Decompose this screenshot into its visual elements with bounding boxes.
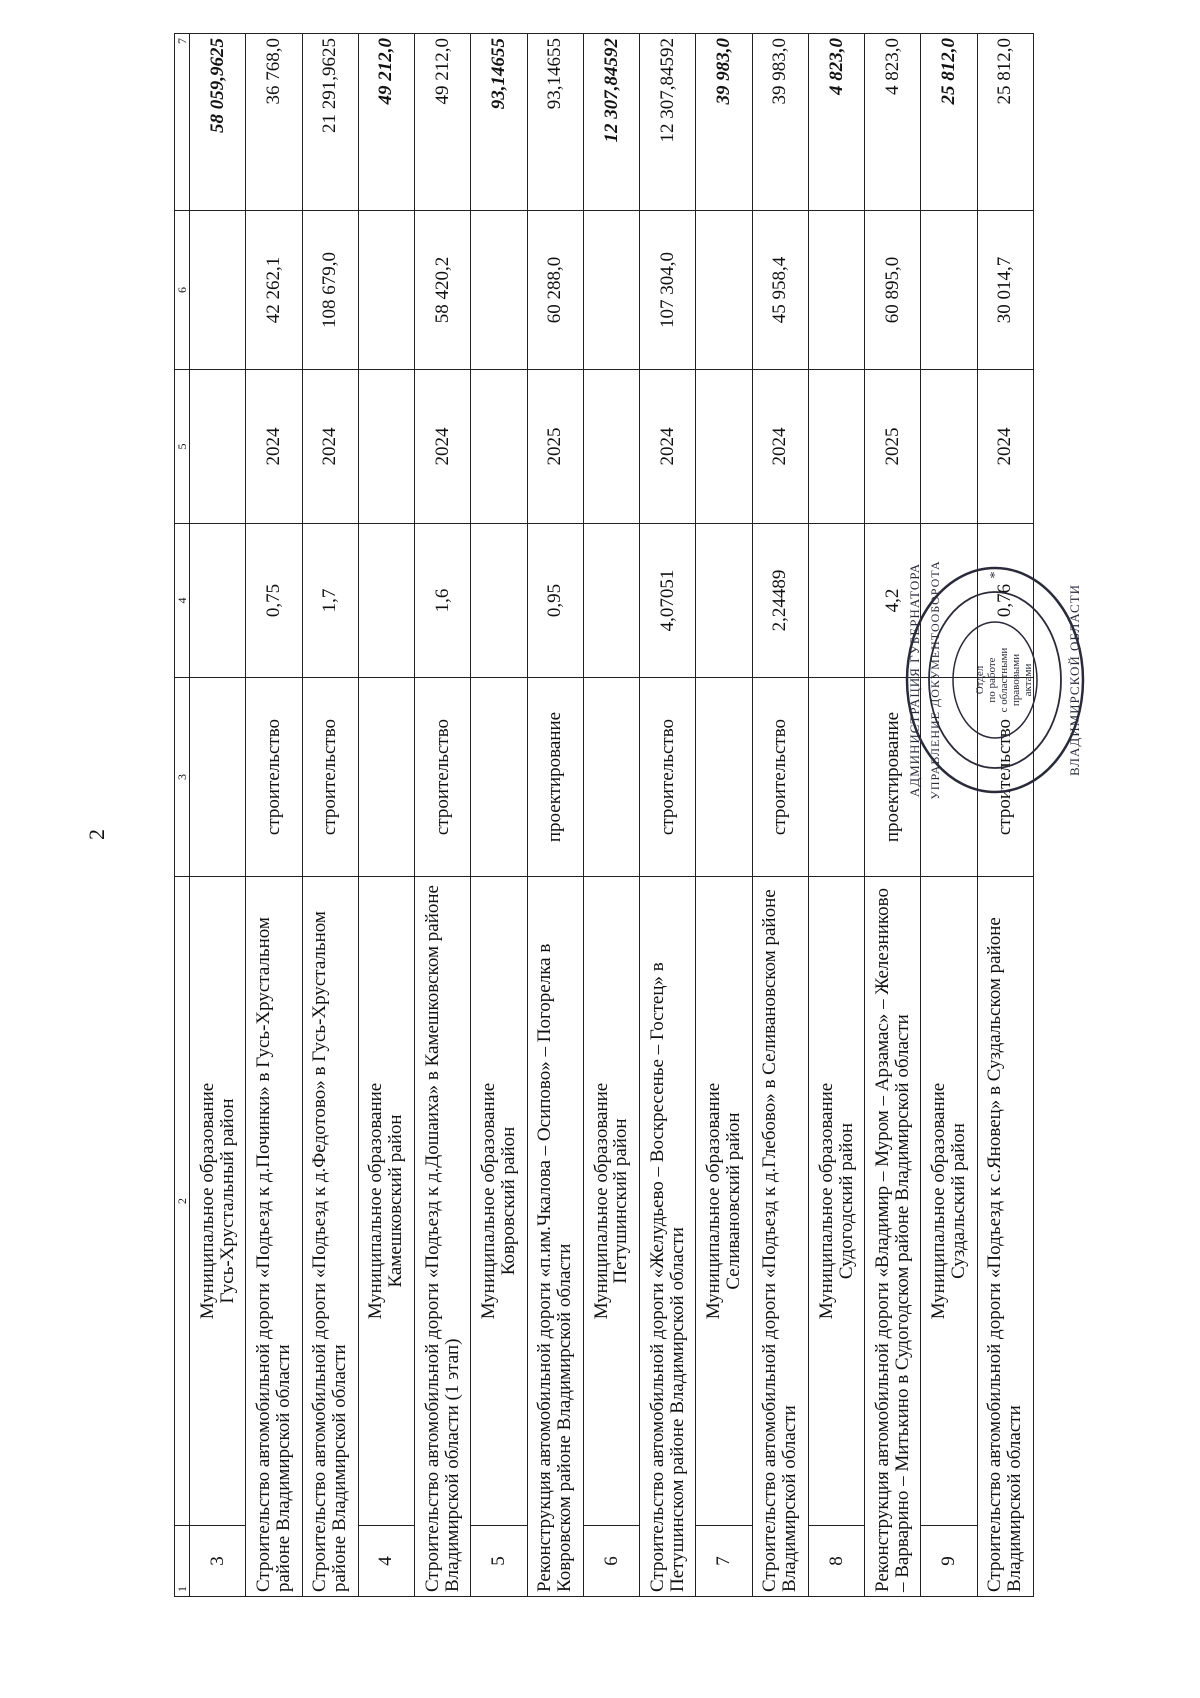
road-description: Строительство автомобильной дороги «Подъезд к д.Глебово» в Селивановском районе Владимирской области [752,877,808,1597]
page-number: 2 [84,829,109,840]
empty-cell [471,524,527,678]
empty-cell [190,370,246,524]
estimated-cost: 108 679,0 [302,211,358,370]
svg-text:АДМИНИСТРАЦИЯ ГУБЕРНАТОРА: АДМИНИСТРАЦИЯ ГУБЕРНАТОРА [907,562,922,798]
allocated-amount: 36 768,0 [246,34,302,211]
empty-cell [358,370,414,524]
municipality-name-line: Муниципальное образование [703,1082,725,1320]
road-description: Строительство автомобильной дороги «Подъезд к д.Починки» в Гусь-Хрустальном районе Владимирской области [246,877,302,1597]
completion-year: 2024 [415,370,471,524]
road-description: Строительство автомобильной дороги «Подъезд к с.Яновец» в Суздальском районе Владимирской области [977,877,1033,1597]
table-row [640,34,696,1597]
row-number: 3 [190,1526,246,1597]
allocated-amount: 21 291,9625 [302,34,358,211]
municipality-row [921,34,977,1597]
allocated-amount: 39 983,0 [752,34,808,211]
municipality-row [583,34,639,1597]
estimated-cost: 42 262,1 [246,211,302,370]
allocated-amount: 93,14655 [527,34,583,211]
allocated-amount: 25 812,0 [977,34,1033,211]
empty-cell [583,370,639,524]
table-row [865,34,921,1597]
completion-year: 2025 [527,370,583,524]
empty-cell [471,211,527,370]
empty-cell [696,524,752,678]
column-header: 1 [175,1526,190,1597]
road-description: Строительство автомобильной дороги «Подъезд к д.Дошаиха» в Камешковском районе Владимирской области (1 этап) [415,877,471,1597]
municipality-total: 25 812,0 [921,34,977,211]
empty-cell [696,678,752,877]
road-description: Реконструкция автомобильной дороги «Владимир – Муром – Арзамас» – Железниково – Варварино – Митькино в Судогодском районе Владимирской области [865,877,921,1597]
work-type: строительство [302,678,358,877]
empty-cell [808,370,864,524]
work-type: строительство [977,678,1033,877]
estimated-cost: 30 014,7 [977,211,1033,370]
municipality-name-line: Муниципальное образование [928,1082,950,1320]
municipality-name-line: Муниципальное образование [478,1082,500,1320]
road-length: 4,2 [865,524,921,678]
empty-cell [358,211,414,370]
municipality-name-line: Суздальский район [948,1123,970,1279]
empty-cell [808,678,864,877]
svg-text:ВЛАДИМИРСКОЙ ОБЛАСТИ: ВЛАДИМИРСКОЙ ОБЛАСТИ [1067,583,1082,777]
row-number: 6 [583,1526,639,1597]
empty-cell [471,678,527,877]
municipality-name-line: Камешковский район [385,1114,407,1288]
column-header: 5 [175,370,190,524]
completion-year: 2025 [865,370,921,524]
empty-cell [696,211,752,370]
row-number: 7 [696,1526,752,1597]
empty-cell [190,524,246,678]
estimated-cost: 58 420,2 [415,211,471,370]
completion-year: 2024 [246,370,302,524]
municipality-name-line: Муниципальное образование [815,1082,837,1320]
table-body [190,34,1034,1597]
estimated-cost: 45 958,4 [752,211,808,370]
municipality-name [583,877,639,1526]
municipality-name-line: Петушинский район [610,1118,632,1284]
svg-text:с областными: с областными [998,647,1010,713]
municipality-total: 12 307,84592 [583,34,639,211]
svg-text:правовыми: правовыми [1010,653,1022,707]
svg-text:Отдел: Отдел [974,665,986,695]
road-description: Строительство автомобильной дороги «Желудьево – Воскресенье – Гостец» в Петушинском районе Владимирской области [640,877,696,1597]
empty-cell [808,524,864,678]
empty-cell [358,524,414,678]
row-number: 9 [921,1526,977,1597]
svg-text:по работе: по работе [986,657,998,703]
table-header-row [175,34,190,1597]
municipality-name [921,877,977,1526]
road-length: 0,95 [527,524,583,678]
municipality-name-line: Судогодский район [835,1122,857,1280]
municipality-name [808,877,864,1526]
municipality-total: 58 059,9625 [190,34,246,211]
municipality-row [190,34,246,1597]
municipality-total: 93,14655 [471,34,527,211]
municipality-row [358,34,414,1597]
svg-text:актами: актами [1022,663,1034,697]
column-header: 3 [175,678,190,877]
municipality-name [696,877,752,1526]
completion-year: 2024 [977,370,1033,524]
work-type: проектирование [527,678,583,877]
municipality-total: 39 983,0 [696,34,752,211]
estimated-cost: 60 895,0 [865,211,921,370]
row-number: 8 [808,1526,864,1597]
road-construction-table [174,33,1034,1597]
svg-text:УПРАВЛЕНИЕ ДОКУМЕНТООБОРОТА: УПРАВЛЕНИЕ ДОКУМЕНТООБОРОТА [928,560,942,800]
road-length: 1,7 [302,524,358,678]
municipality-name [471,877,527,1526]
table-row [977,34,1033,1597]
empty-cell [696,370,752,524]
empty-cell [190,678,246,877]
road-length: 4,07051 [640,524,696,678]
empty-cell [190,211,246,370]
rotated-table-container [174,38,1034,1597]
municipality-total: 4 823,0 [808,34,864,211]
allocated-amount: 4 823,0 [865,34,921,211]
municipality-name-line: Муниципальное образование [196,1082,218,1320]
allocated-amount: 49 212,0 [415,34,471,211]
estimated-cost: 107 304,0 [640,211,696,370]
office-seal [900,560,1090,800]
empty-cell [583,524,639,678]
table-row [415,34,471,1597]
municipality-name-line: Ковровский район [497,1126,519,1276]
empty-cell [583,211,639,370]
table-row [752,34,808,1597]
road-description: Реконструкция автомобильной дороги «п.им.Чкалова – Осипово» – Погорелка в Ковровском районе Владимирской области [527,877,583,1597]
column-header: 7 [175,34,190,211]
municipality-row [471,34,527,1597]
estimated-cost: 60 288,0 [527,211,583,370]
municipality-row [696,34,752,1597]
municipality-name-line: Муниципальное образование [590,1082,612,1320]
empty-cell [583,678,639,877]
municipality-row [808,34,864,1597]
municipality-total: 49 212,0 [358,34,414,211]
road-length: 2,24489 [752,524,808,678]
road-length: 0,75 [246,524,302,678]
municipality-name-line: Муниципальное образование [365,1082,387,1320]
allocated-amount: 12 307,84592 [640,34,696,211]
table-row [246,34,302,1597]
road-length: 1,6 [415,524,471,678]
row-number: 5 [471,1526,527,1597]
empty-cell [808,211,864,370]
svg-text:*: * [988,571,1003,579]
completion-year: 2024 [752,370,808,524]
road-length: 0,76 [977,524,1033,678]
completion-year: 2024 [640,370,696,524]
work-type: строительство [752,678,808,877]
municipality-name [190,877,246,1526]
work-type: строительство [246,678,302,877]
empty-cell [358,678,414,877]
empty-cell [921,211,977,370]
work-type: строительство [640,678,696,877]
municipality-name-line: Селивановский район [723,1112,745,1290]
column-header: 4 [175,524,190,678]
table-row [302,34,358,1597]
completion-year: 2024 [302,370,358,524]
empty-cell [471,370,527,524]
column-header: 2 [175,877,190,1526]
municipality-name-line: Гусь-Хрустальный район [216,1098,238,1304]
column-header: 6 [175,211,190,370]
work-type: проектирование [865,678,921,877]
road-description: Строительство автомобильной дороги «Подъезд к д.Федотово» в Гусь-Хрустальном районе Владимирской области [302,877,358,1597]
row-number: 4 [358,1526,414,1597]
municipality-name [358,877,414,1526]
empty-cell [921,370,977,524]
table-row [527,34,583,1597]
work-type: строительство [415,678,471,877]
